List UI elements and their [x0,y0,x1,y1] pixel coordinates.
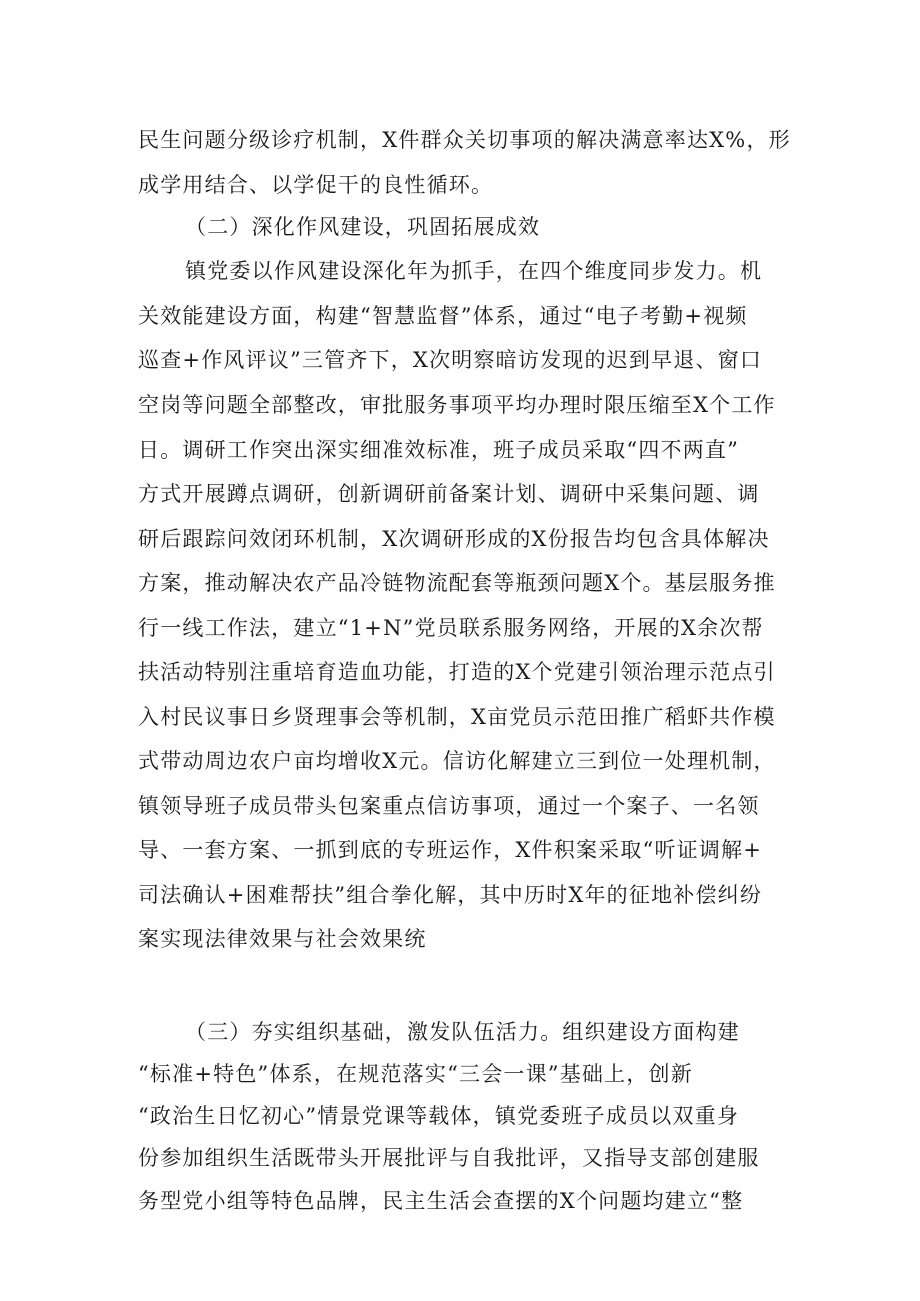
body-text-line: 务型党小组等特色品牌，民主生活会查摆的X个问题均建立“整 [138,1189,744,1213]
body-text-line: 司法确认+困难帮扶”组合拳化解，其中历时X年的征地补偿纠纷 [138,883,763,907]
body-text-line: “标准+特色”体系，在规范落实“三会一课”基础上，创新 [138,1062,693,1086]
body-text-line: 关效能建设方面，构建“智慧监督”体系，通过“电子考勤+视频 [138,304,748,328]
body-text-line: 方式开展蹲点调研，创新调研前备案计划、调研中采集问题、调 [138,482,760,506]
body-text-line: 空岗等问题全部整改，审批服务事项平均办理时限压缩至X个工作 [138,393,776,417]
body-text-line: 份参加组织生活既带头开展批评与自我批评，又指导支部创建服 [138,1146,760,1170]
body-text-line: 研后跟踪问效闭环机制，X次调研形成的X份报告均包含具体解决 [138,527,770,551]
body-text-line: 案实现法律效果与社会效果统 [138,927,427,951]
body-text-line: 镇领导班子成员带头包案重点信访事项，通过一个案子、一名领 [138,794,760,818]
body-text-line: 入村民议事日乡贤理事会等机制，X亩党员示范田推广稻虾共作模 [138,705,776,729]
body-text-line: 成学用结合、以学促干的良性循环。 [138,173,494,197]
body-text-line: 巡查+作风评议”三管齐下，X次明察暗访发现的迟到早退、窗口 [138,348,763,372]
body-text-line: （三）夯实组织基础，激发队伍活力。组织建设方面构建 [185,1020,740,1044]
body-text-line: 方案，推动解决农产品冷链物流配套等瓶颈问题X个。基层服务推 [138,571,776,595]
body-text-line: 民生问题分级诊疗机制，X件群众关切事项的解决满意率达X%，形 [138,128,791,152]
body-text-line: 扶活动特别注重培育造血功能，打造的X个党建引领治理示范点引 [138,660,776,684]
body-text-line: 行一线工作法，建立“1+N”党员联系服务网络，开展的X余次帮 [138,616,764,640]
body-text-line: 镇党委以作风建设深化年为抓手，在四个维度同步发力。机 [185,259,763,283]
body-text-line: 导、一套方案、一抓到底的专班运作，X件积案采取“听证调解+ [138,838,763,862]
body-text-line: 式带动周边农户亩均增收X元。信访化解建立三到位一处理机制， [138,749,776,773]
body-text-line: “政治生日忆初心”情景党课等载体，镇党委班子成员以双重身 [138,1104,740,1128]
body-text-line: 日。调研工作突出深实细准效标准，班子成员采取“四不两直” [138,438,740,462]
section-heading: （二）深化作风建设，巩固拓展成效 [185,215,541,239]
